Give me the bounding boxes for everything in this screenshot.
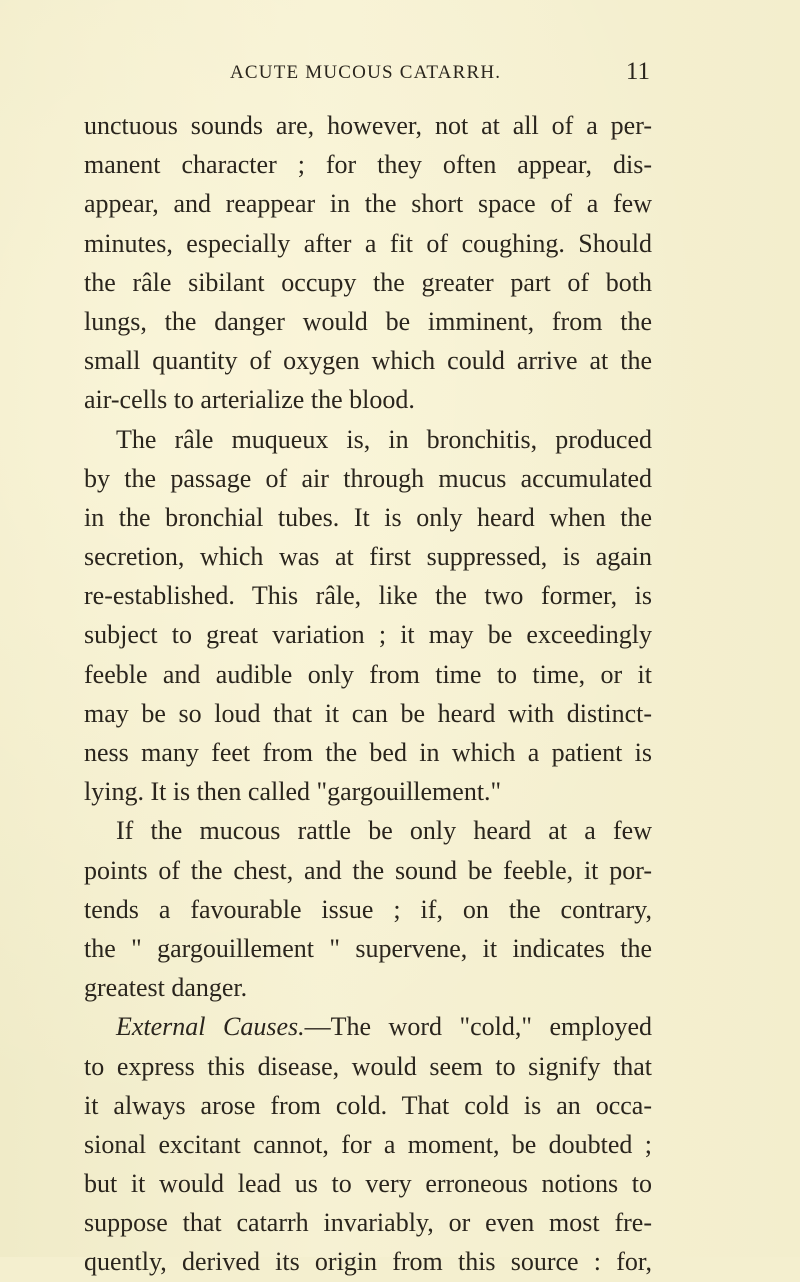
text-line: manent character ; for they often appear, dis- <box>84 150 652 180</box>
text-line: re-established. This râle, like the two former, is <box>84 581 652 611</box>
text-line <box>84 1007 652 1046</box>
body-text <box>84 106 652 1282</box>
section-heading: External Causes. <box>116 1012 305 1042</box>
page-number: 11 <box>625 58 650 85</box>
text-line: suppose that catarrh invariably, or even most fre- <box>84 1208 652 1238</box>
running-title: ACUTE MUCOUS CATARRH. <box>230 62 502 83</box>
text-line: unctuous sounds are, however, not at all of a per- <box>84 111 652 140</box>
text-line: quently, derived its origin from this source : for, <box>84 1247 652 1277</box>
text-line: in the bronchial tubes. It is only heard when the <box>84 502 652 532</box>
text-line: by the passage of air through mucus accumulated <box>84 463 652 493</box>
text-line: points of the chest, and the sound be feeble, it por- <box>84 855 652 885</box>
text-line: the " gargouillement " supervene, it indicates the <box>84 933 652 963</box>
text-line: If the mucous rattle be only heard at a few <box>116 816 652 846</box>
text-line: lungs, the danger would be imminent, from the <box>84 306 652 336</box>
text-line: appear, and reappear in the short space of a few <box>84 189 652 219</box>
text-line: secretion, which was at first suppressed, is again <box>84 542 652 572</box>
text-line: greatest danger. <box>84 973 248 1003</box>
text-line: minutes, especially after a fit of coughing. Should <box>84 228 652 258</box>
text-line: air-cells to arterialize the blood. <box>84 385 415 415</box>
text-line: The râle muqueux is, in bronchitis, produced <box>116 424 652 454</box>
text-line: ness many feet from the bed in which a patient is <box>84 738 652 767</box>
section-heading-continuation: —The word "cold," employed <box>304 1012 652 1042</box>
text-line: but it would lead us to very erroneous notions to <box>84 1169 652 1199</box>
text-line: subject to great variation ; it may be exceedingly <box>84 620 652 650</box>
text-line: it always arose from cold. That cold is an occa- <box>84 1090 652 1120</box>
text-line: may be so loud that it can be heard with distinct- <box>84 698 652 728</box>
text-line: feeble and audible only from time to time, or it <box>84 659 652 689</box>
text-line: small quantity of oxygen which could arrive at the <box>84 346 652 376</box>
running-head <box>230 58 650 88</box>
text-line: the râle sibilant occupy the greater part of both <box>84 267 652 297</box>
text-line: tends a favourable issue ; if, on the contrary, <box>84 894 652 924</box>
text-line: sional excitant cannot, for a moment, be doubted ; <box>84 1129 652 1159</box>
text-line: to express this disease, would seem to signify that <box>84 1051 652 1081</box>
text-line: lying. It is then called "gargouillement." <box>84 777 502 807</box>
